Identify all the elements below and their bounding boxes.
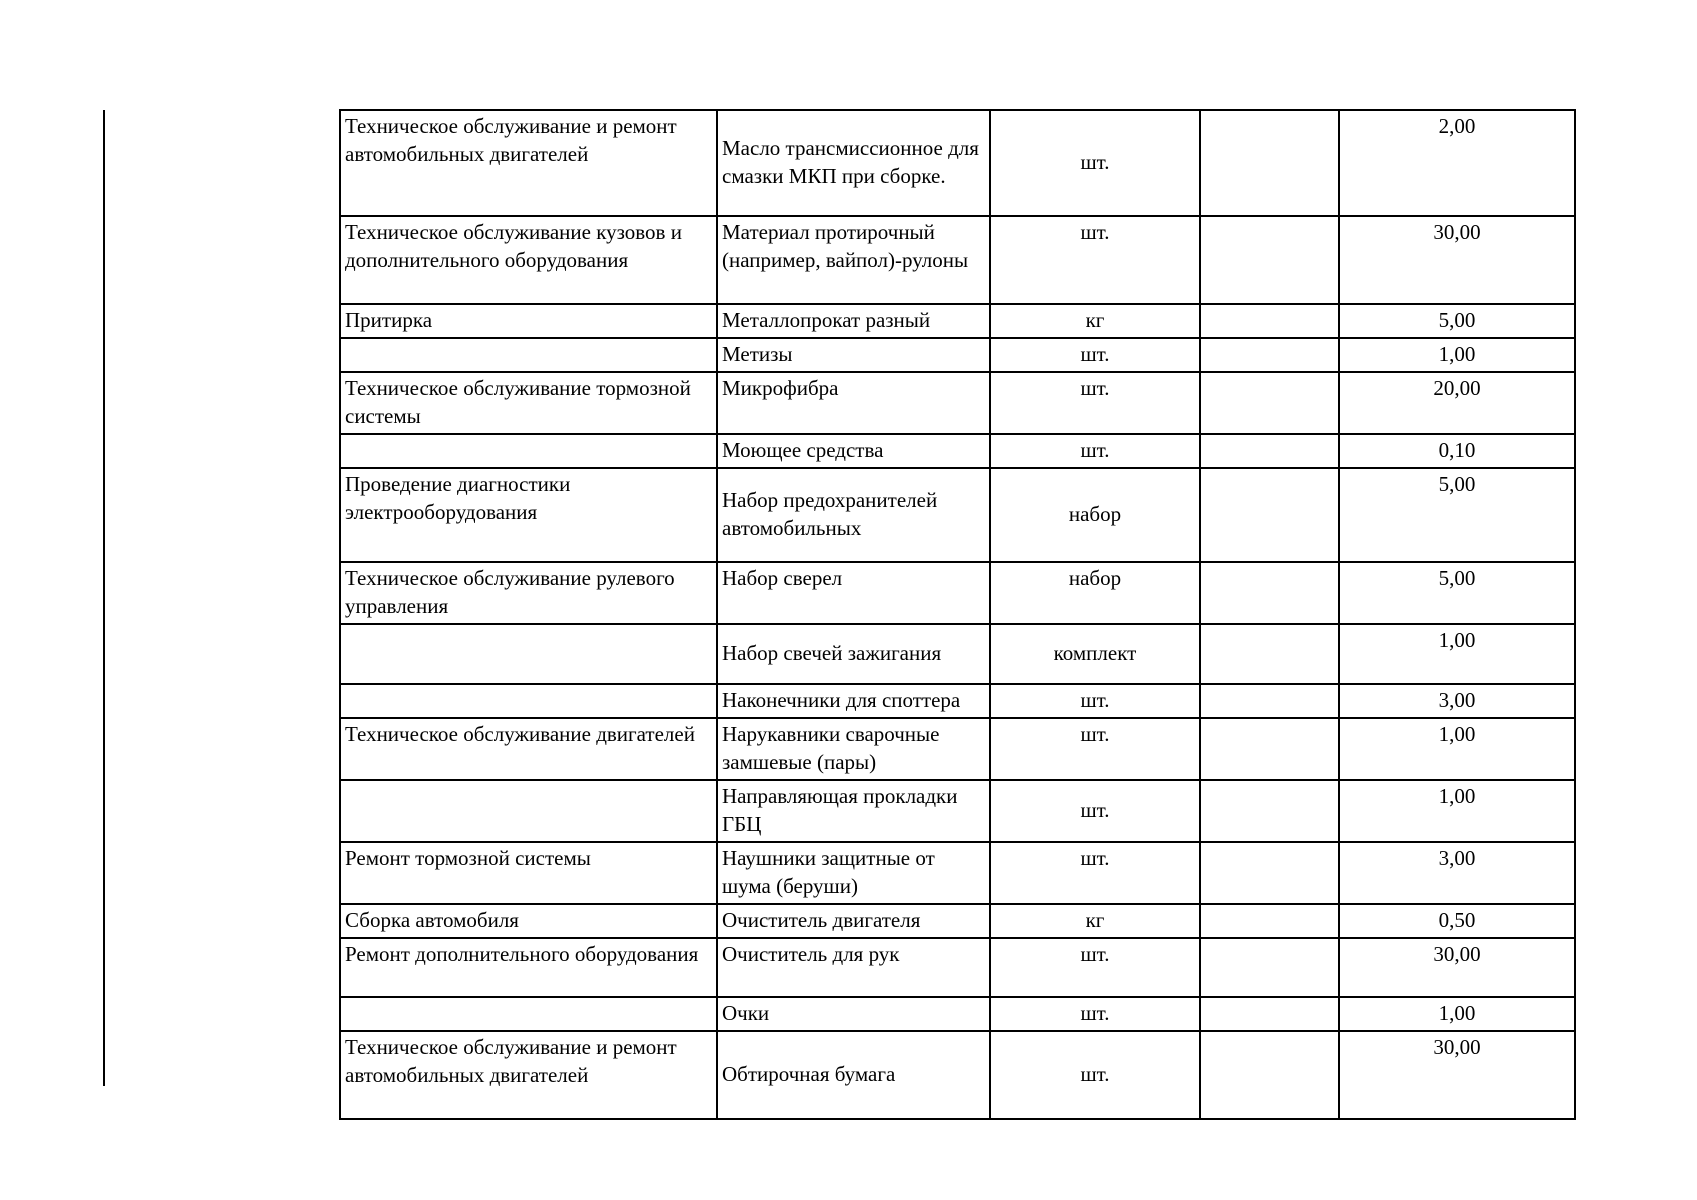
table-row [340,1031,1575,1119]
material-name-cell: Моющее средства [717,434,990,468]
unit-cell: шт. [990,997,1200,1031]
table-row [340,216,1575,304]
quantity-cell: 0,50 [1339,904,1575,938]
unit-cell: шт. [990,780,1200,842]
empty-cell [1200,216,1339,304]
section-cell: Техническое обслуживание и ремонт автомобильных двигателей [340,110,717,216]
table-row [340,842,1575,904]
table-row [340,624,1575,684]
material-name-cell: Металлопрокат разный [717,304,990,338]
section-cell: Сборка автомобиля [340,904,717,938]
quantity-cell: 0,10 [1339,434,1575,468]
material-name-cell: Метизы [717,338,990,372]
unit-cell: шт. [990,718,1200,780]
empty-cell [1200,304,1339,338]
material-name-cell: Обтирочная бумага [717,1031,990,1119]
empty-cell [1200,338,1339,372]
section-cell [340,780,717,842]
section-cell [340,338,717,372]
empty-cell [1200,904,1339,938]
material-name-cell: Наушники защитные от шума (беруши) [717,842,990,904]
table-row [340,304,1575,338]
material-name-cell: Очиститель для рук [717,938,990,997]
quantity-cell: 30,00 [1339,1031,1575,1119]
material-name-cell: Набор предохранителей автомобильных [717,468,990,562]
quantity-cell: 1,00 [1339,624,1575,684]
quantity-cell: 1,00 [1339,780,1575,842]
empty-cell [1200,110,1339,216]
section-cell [340,684,717,718]
empty-cell [1200,684,1339,718]
empty-cell [1200,624,1339,684]
table-row [340,434,1575,468]
unit-cell: шт. [990,216,1200,304]
material-name-cell: Направляющая прокладки ГБЦ [717,780,990,842]
empty-cell [1200,468,1339,562]
unit-cell: кг [990,304,1200,338]
unit-cell: кг [990,904,1200,938]
table-row [340,562,1575,624]
empty-cell [1200,434,1339,468]
empty-cell [1200,562,1339,624]
quantity-cell: 20,00 [1339,372,1575,434]
unit-cell: шт. [990,434,1200,468]
quantity-cell: 5,00 [1339,468,1575,562]
section-cell: Проведение диагностики электрооборудования [340,468,717,562]
material-name-cell: Нарукавники сварочные замшевые (пары) [717,718,990,780]
unit-cell: шт. [990,1031,1200,1119]
quantity-cell: 1,00 [1339,338,1575,372]
unit-cell: шт. [990,938,1200,997]
empty-cell [1200,938,1339,997]
section-cell: Техническое обслуживание тормозной системы [340,372,717,434]
material-name-cell: Масло трансмиссионное для смазки МКП при сборке. [717,110,990,216]
material-name-cell: Материал протирочный (например, вайпол)-рулоны [717,216,990,304]
empty-cell [1200,997,1339,1031]
unit-cell: шт. [990,684,1200,718]
empty-cell [1200,842,1339,904]
quantity-cell: 30,00 [1339,216,1575,304]
empty-cell [1200,780,1339,842]
quantity-cell: 3,00 [1339,684,1575,718]
section-cell: Техническое обслуживание и ремонт автомобильных двигателей [340,1031,717,1119]
material-name-cell: Очиститель двигателя [717,904,990,938]
table-row [340,684,1575,718]
section-cell [340,624,717,684]
material-name-cell: Наконечники для споттера [717,684,990,718]
section-cell: Техническое обслуживание двигателей [340,718,717,780]
section-cell: Ремонт дополнительного оборудования [340,938,717,997]
quantity-cell: 1,00 [1339,718,1575,780]
unit-cell: набор [990,468,1200,562]
material-name-cell: Набор свечей зажигания [717,624,990,684]
unit-cell: набор [990,562,1200,624]
quantity-cell: 2,00 [1339,110,1575,216]
material-name-cell: Микрофибра [717,372,990,434]
table-row [340,718,1575,780]
material-name-cell: Набор сверел [717,562,990,624]
unit-cell: комплект [990,624,1200,684]
unit-cell: шт. [990,338,1200,372]
material-name-cell: Очки [717,997,990,1031]
section-cell: Ремонт тормозной системы [340,842,717,904]
quantity-cell: 3,00 [1339,842,1575,904]
unit-cell: шт. [990,110,1200,216]
section-cell: Техническое обслуживание рулевого управления [340,562,717,624]
table-row [340,468,1575,562]
left-margin-line [103,110,105,1086]
quantity-cell: 30,00 [1339,938,1575,997]
unit-cell: шт. [990,372,1200,434]
table-row [340,938,1575,997]
table-row [340,904,1575,938]
quantity-cell: 1,00 [1339,997,1575,1031]
table-row [340,780,1575,842]
empty-cell [1200,372,1339,434]
quantity-cell: 5,00 [1339,562,1575,624]
unit-cell: шт. [990,842,1200,904]
quantity-cell: 5,00 [1339,304,1575,338]
section-cell [340,997,717,1031]
empty-cell [1200,1031,1339,1119]
table-row [340,110,1575,216]
table-row [340,997,1575,1031]
section-cell: Техническое обслуживание кузовов и дополнительного оборудования [340,216,717,304]
table-row [340,372,1575,434]
empty-cell [1200,718,1339,780]
section-cell: Притирка [340,304,717,338]
section-cell [340,434,717,468]
table-row [340,338,1575,372]
materials-table [339,109,1576,1120]
